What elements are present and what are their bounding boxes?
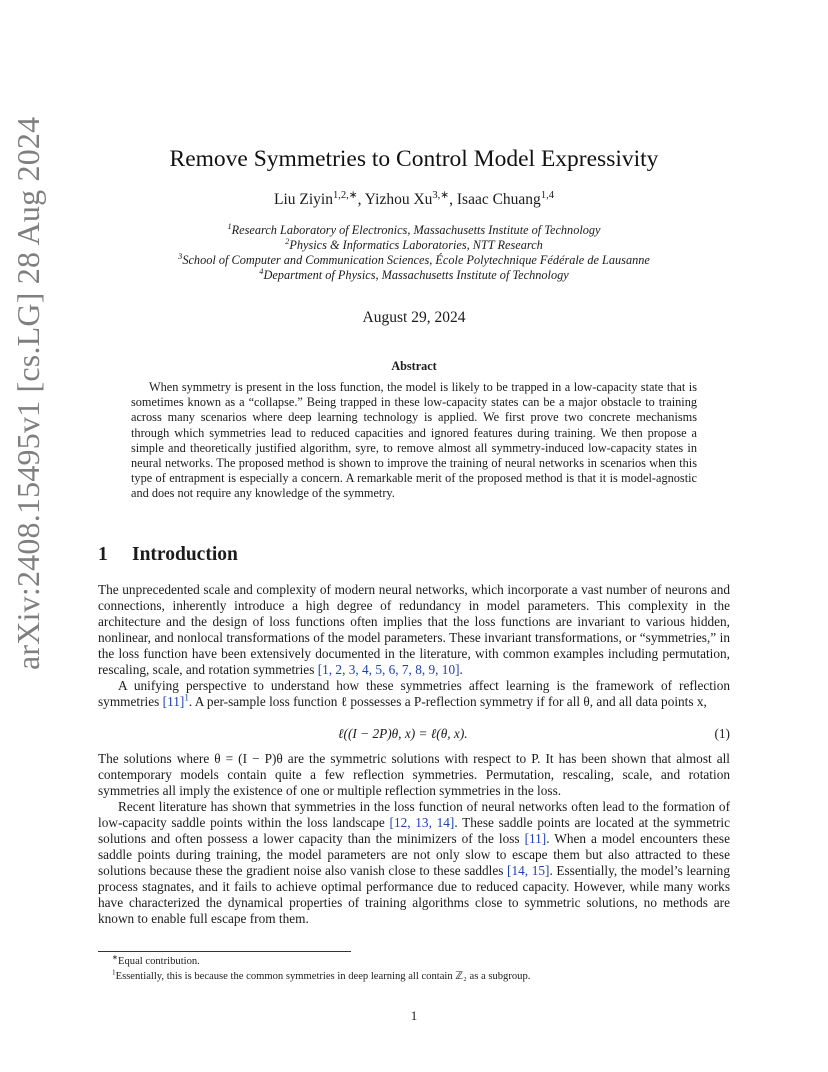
footnote-rule bbox=[98, 951, 351, 952]
affiliation: $^4$Department of Physics, Massachusetts Institute of Technology bbox=[259, 266, 569, 282]
paper-title: Remove Symmetries to Control Model Expressivity bbox=[169, 146, 659, 172]
equation-body: ℓ((I − 2P)θ, x) = ℓ(θ, x). bbox=[338, 726, 468, 741]
affiliation: $^1$Research Laboratory of Electronics, Massachusetts Institute of Technology bbox=[227, 221, 601, 237]
author-affil-mark: 1,2,∗ bbox=[332, 189, 358, 201]
citation-link[interactable]: [11] bbox=[162, 694, 185, 709]
abstract-heading: Abstract bbox=[391, 359, 437, 373]
footnote: ∗Equal contribution. bbox=[112, 953, 200, 967]
section-heading bbox=[98, 544, 238, 566]
abstract-text: When symmetry is present in the loss function, the model is likely to be trapped in a low-capacity state that is sometimes known as a “collapse.” Being trapped in these low-capacity states can be a major obstacle to training across many scenarios where deep learning technology is applied. We first prove two concrete mechanisms through which symmetries lead to reduced capacities and ignored features during training. We then propose a simple and theoretically justified algorithm, syre, to remove almost all symmetry-induced low-capacity states in neural networks. The proposed method is shown to improve the training of neural networks in scenarios when this type of entrapment is especially a concern. A remarkable merit of the proposed method is that it is model-agnostic and does not require any knowledge of the symmetry. bbox=[131, 380, 697, 501]
equation-number: (1) bbox=[714, 726, 730, 741]
citation-link[interactable]: [11] bbox=[524, 831, 547, 846]
footnote: $^1$Essentially, this is because the common symmetries in deep learning all contain ℤ₂ as a subgroup. bbox=[112, 968, 531, 982]
citation-link[interactable]: [12, 13, 14] bbox=[389, 815, 455, 830]
footnote-link[interactable]: 1 bbox=[184, 692, 189, 703]
intro-paragraph-1: The unprecedented scale and complexity of modern neural networks, which incorporate a vast number of neurons and connections, inherently introduce a high degree of redundancy in model parameters. This complexity in the architecture and the design of loss functions often implies that the loss functions are invariant to various hidden, nonlinear, and nonlocal transformations of the model parameters. These invariant transformations, or “symmetries,” in the loss function have been extensively documented in the literature, with common examples including permutation, rescaling, scale, and rotation symmetries [1, 2, 3, 4, 5, 6, 7, 8, 9, 10]. A unifying perspective to understand how these symmetries affect learning is the framework of reflection symmetries [11]$^1$. A per-sample loss function ℓ possesses a P-reflection symmetry if for all θ, and all data points x, bbox=[98, 582, 730, 709]
affiliation: $^3$School of Computer and Communication Sciences, École Polytechnique Fédérale de Lausanne bbox=[178, 251, 650, 267]
author-name: Isaac Chuang bbox=[456, 191, 541, 208]
section-title: Introduction bbox=[132, 544, 238, 565]
section-number: 1 bbox=[98, 544, 108, 565]
author-list: Liu Ziyin$^{1,2,∗}$, Yizhou $Xu^{3,∗}$, Isaac Chuang$^{1,4}$ bbox=[274, 189, 554, 208]
author-affil-mark: 1,4 bbox=[540, 189, 554, 201]
author-name: Liu Ziyin bbox=[274, 191, 333, 208]
intro-paragraph-3: The solutions where θ = (I − P)θ are the symmetric solutions with respect to P. It has been shown that almost all contemporary models contain quite a few reflection symmetries. Permutation, rescaling, scale, and rotation symmetries all imply the existence of one or multiple reflection symmetries in the loss. Recent literature has shown that symmetries in the loss function of neural networks often lead to the formation of low-capacity saddle points within the loss landscape [12, 13, 14]. These saddle points are located at the symmetric solutions and often possess a lower capacity than the minimizers of the loss [11]. When a model encounters these saddle points during training, the model parameters are not only slow to escape them but also attracted to these solutions because these the gradient noise also vanish close to these saddles [14, 15]. Essentially, the model’s learning process stagnates, and it fails to achieve optimal performance due to reduced capacity. However, while many works have characterized the dynamical properties of training algorithms close to symmetric solutions, no methods are known to enable full escape from them. bbox=[98, 751, 731, 926]
author-affil-mark: 3,∗ bbox=[432, 189, 450, 201]
affiliation: $^2$Physics & Informatics Laboratories, NTT Research bbox=[285, 236, 543, 252]
citation-link[interactable]: [1, 2, 3, 4, 5, 6, 7, 8, 9, 10] bbox=[317, 662, 460, 677]
citation-link[interactable]: [14, 15] bbox=[507, 863, 550, 878]
paper-date: August 29, 2024 bbox=[362, 309, 466, 326]
author-name: Yizhou Xu bbox=[364, 191, 433, 208]
page-number: 1 bbox=[410, 1008, 418, 1023]
